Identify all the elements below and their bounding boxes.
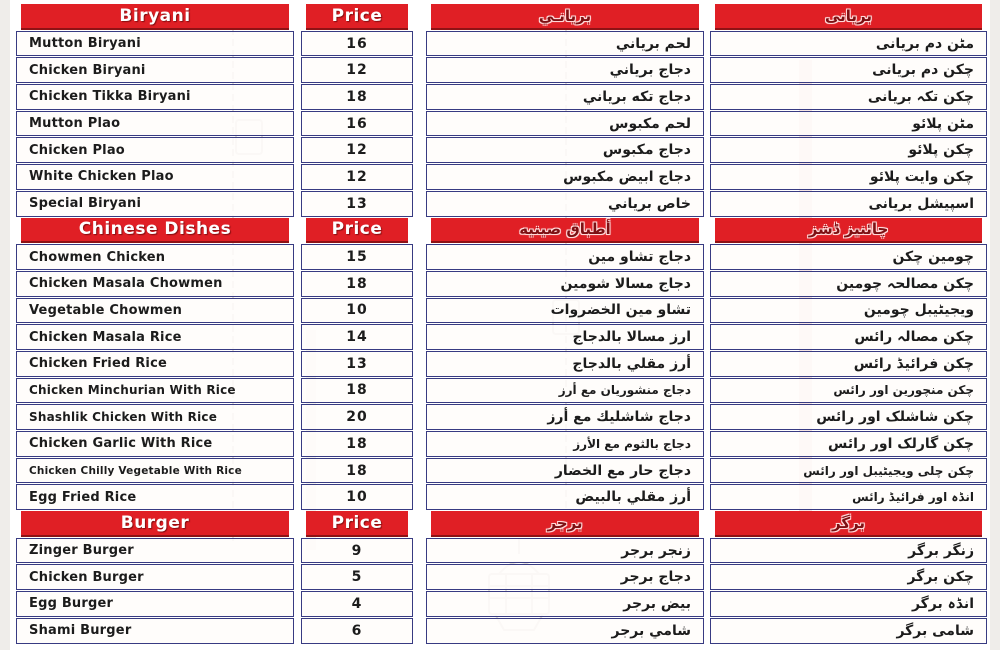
menu-item-name-arabic: خاص برياني [426,191,704,217]
section-header-biryani-urdu: بریانی [715,4,982,30]
menu-item-name-english: White Chicken Plao [16,164,294,190]
menu-item-name-urdu: چکن گارلک اور رائس [710,431,987,457]
menu-item-price: 20 [301,404,413,430]
menu-item-price: 18 [301,378,413,404]
menu-item-name-urdu: چکن شاشلک اور رائس [710,404,987,430]
menu-item-name-english: Chicken Garlic With Rice [16,431,294,457]
menu-item-name-urdu: مٹن پلائو [710,111,987,137]
menu-item-name-english: Vegetable Chowmen [16,298,294,324]
section-header-chinese-dishes-urdu: چائنیز ڈشز [715,218,982,244]
menu-item-name-arabic: دجاج تشاو مين [426,244,704,270]
menu-item-name-arabic: دجاج حار مع الخضار [426,458,704,484]
menu-item-name-english: Chicken Masala Rice [16,324,294,350]
menu-item-name-urdu: مٹن دم بریانی [710,31,987,57]
menu-item-name-arabic: لحم مكبوس [426,111,704,137]
menu-item-name-arabic: دجاج بالثوم مع الأرز [426,431,704,457]
menu-item-name-urdu: شامی برگر [710,618,987,644]
menu-item-price: 18 [301,458,413,484]
menu-item-name-urdu: چکن منچورین اور رائس [710,378,987,404]
menu-item-name-urdu: چومین چکن [710,244,987,270]
menu-item-price: 10 [301,484,413,510]
menu-item-name-urdu: چکن مصالحہ چومین [710,271,987,297]
menu-item-name-english: Chicken Masala Chowmen [16,271,294,297]
menu-item-name-urdu: چکن دم بریانی [710,57,987,83]
menu-item-price: 10 [301,298,413,324]
column-prices [301,4,413,645]
menu-item-name-arabic: دجاج منشوريان مع أرز [426,378,704,404]
menu-item-name-arabic: أرز مقلي بالبيض [426,484,704,510]
menu-item-price: 18 [301,84,413,110]
menu-item-name-arabic: تشاو مين الخضروات [426,298,704,324]
section-header-biryani-english: Biryani [21,4,289,30]
menu-item-price: 18 [301,431,413,457]
menu-item-price: 15 [301,244,413,270]
menu-item-name-urdu: چکن پلائو [710,137,987,163]
section-header-chinese-dishes-price: Price [306,218,408,244]
menu-item-price: 9 [301,538,413,564]
menu-item-price: 16 [301,111,413,137]
menu-item-name-arabic: دجاج شاشليك مع أرز [426,404,704,430]
menu-item-price: 12 [301,137,413,163]
menu-item-name-english: Chicken Biryani [16,57,294,83]
menu-item-name-english: Shami Burger [16,618,294,644]
menu-item-price: 16 [301,31,413,57]
section-header-biryani-arabic: بريانـي [431,4,699,30]
menu-item-name-english: Egg Fried Rice [16,484,294,510]
menu-item-name-english: Chowmen Chicken [16,244,294,270]
section-header-burger-english: Burger [21,511,289,537]
menu-item-name-arabic: لحم برياني [426,31,704,57]
menu-item-name-urdu: انڈہ برگر [710,591,987,617]
menu-item-name-arabic: شامي برجر [426,618,704,644]
menu-item-price: 13 [301,351,413,377]
menu-item-name-urdu: چکن برگر [710,564,987,590]
menu-item-name-english: Chicken Tikka Biryani [16,84,294,110]
menu-item-name-arabic: دجاج ابيض مكبوس [426,164,704,190]
column-english-names [16,4,294,645]
menu-item-name-english: Special Biryani [16,191,294,217]
menu-item-price: 5 [301,564,413,590]
menu-item-name-arabic: دجاج تكه برياني [426,84,704,110]
menu-item-name-urdu: چکن وایت پلائو [710,164,987,190]
menu-table [16,4,987,645]
menu-item-name-english: Shashlik Chicken With Rice [16,404,294,430]
menu-item-name-english: Egg Burger [16,591,294,617]
menu-item-name-arabic: دجاج مسالا شومين [426,271,704,297]
menu-item-name-english: Zinger Burger [16,538,294,564]
menu-item-name-urdu: چکن چلی ویجیٹیبل اور رائس [710,458,987,484]
menu-item-price: 18 [301,271,413,297]
column-urdu-names [710,4,987,645]
menu-item-name-urdu: ویجیٹیبل چومین [710,298,987,324]
menu-item-name-urdu: چکن مصالہ رائس [710,324,987,350]
column-arabic-names [426,4,704,645]
menu-item-name-english: Chicken Plao [16,137,294,163]
section-header-burger-price: Price [306,511,408,537]
menu-item-name-english: Chicken Minchurian With Rice [16,378,294,404]
section-header-chinese-dishes-arabic: أطباق صينيه [431,218,699,244]
menu-item-name-urdu: انڈہ اور فرائیڈ رائس [710,484,987,510]
menu-item-price: 14 [301,324,413,350]
menu-item-price: 4 [301,591,413,617]
menu-item-name-arabic: دجاج برياني [426,57,704,83]
section-header-burger-urdu: برگر [715,511,982,537]
menu-item-name-arabic: دجاج مكبوس [426,137,704,163]
menu-item-name-english: Chicken Chilly Vegetable With Rice [16,458,294,484]
menu-item-name-arabic: ارز مسالا بالدجاج [426,324,704,350]
menu-item-name-arabic: بيض برجر [426,591,704,617]
menu-item-name-english: Mutton Plao [16,111,294,137]
menu-item-price: 6 [301,618,413,644]
menu-item-name-arabic: زنجر برجر [426,538,704,564]
section-header-burger-arabic: برجر [431,511,699,537]
menu-item-price: 12 [301,164,413,190]
menu-item-name-arabic: أرز مقلي بالدجاج [426,351,704,377]
menu-item-name-urdu: چکن تکہ بریانی [710,84,987,110]
menu-item-price: 13 [301,191,413,217]
menu-item-name-urdu: زنگر برگر [710,538,987,564]
menu-item-name-english: Chicken Burger [16,564,294,590]
section-header-biryani-price: Price [306,4,408,30]
menu-item-name-arabic: دجاج برجر [426,564,704,590]
menu-item-name-english: Chicken Fried Rice [16,351,294,377]
menu-item-price: 12 [301,57,413,83]
menu-item-name-urdu: اسپیشل بریانی [710,191,987,217]
menu-item-name-urdu: چکن فرائیڈ رائس [710,351,987,377]
menu-item-name-english: Mutton Biryani [16,31,294,57]
section-header-chinese-dishes-english: Chinese Dishes [21,218,289,244]
